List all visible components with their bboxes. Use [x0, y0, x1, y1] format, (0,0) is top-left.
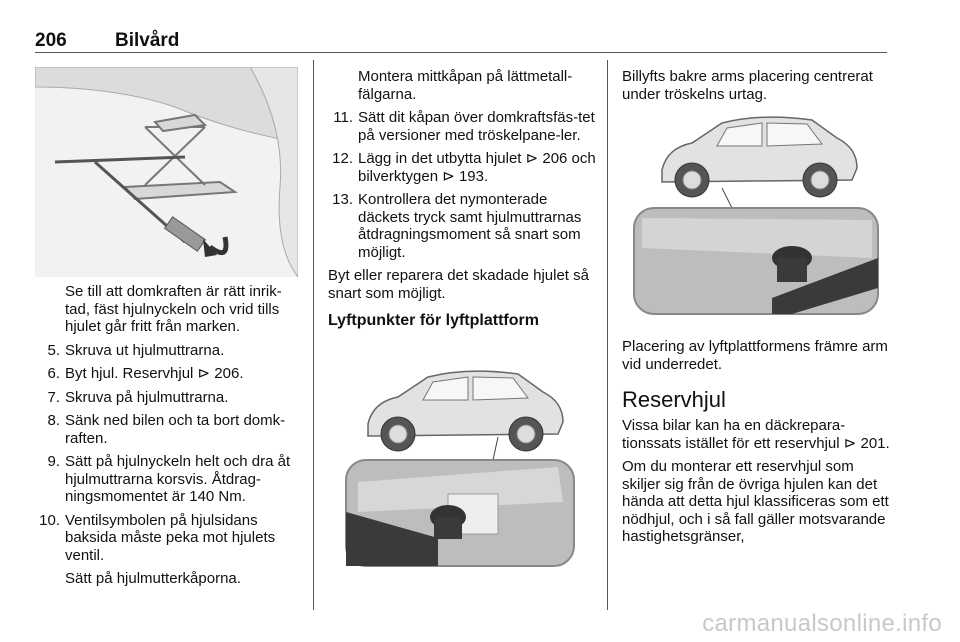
- list-item: 10. Ventilsymbolen på hjulsidans baksida måste peka mot hjulets ventil.: [39, 511, 276, 564]
- page-header: [35, 30, 887, 52]
- paragraph-replace-tyre: Byt eller reparera det skadade hjulet så snart som möjligt.: [328, 267, 589, 302]
- column-3: [622, 68, 890, 109]
- car-lift-illustration: [328, 362, 591, 572]
- column-divider-2: [607, 60, 608, 610]
- list-item: 6. Byt hjul. Reservhjul ⊳ 206.: [47, 365, 244, 382]
- page-number: 206: [35, 30, 67, 51]
- header-rule: [35, 52, 887, 53]
- list-item: 11. Sätt dit kåpan över domkraftsfäs-tet på versioner med tröskelpane-ler.: [333, 109, 595, 144]
- jack-illustration: [35, 67, 298, 277]
- car-side-view: [662, 117, 857, 197]
- paragraph-center-cap: Montera mittkåpan på lättmetall-fälgarna.: [358, 68, 573, 103]
- subheading-lift-points: Lyftpunkter för lyftplattform: [328, 312, 539, 329]
- paragraph-front-arm: Placering av lyftplattformens främre arm vid underredet.: [622, 338, 888, 373]
- lift-point-figure-1: [328, 362, 591, 572]
- lift-point-figure-2: [622, 108, 885, 318]
- heading-spare-wheel: Reservhjul: [622, 387, 726, 412]
- paragraph-emergency-wheel: Om du monterar ett reservhjul som skiljer sig från de övriga hjulen kan det hända att detta hjul klassificeras som ett nödhjul, och i så fall gäller motsvarande hastighetsgränser,: [622, 458, 889, 545]
- column-2: [328, 68, 596, 338]
- column-divider-1: [313, 60, 314, 610]
- list-item: 8. Sänk ned bilen och ta bort domk-raften.: [47, 412, 286, 447]
- list-item: 5. Skruva ut hjulmuttrarna.: [47, 341, 225, 359]
- car-lift-illustration: [622, 108, 885, 318]
- watermark: carmanualsonline.info: [702, 610, 942, 637]
- paragraph-hubcaps: Sätt på hjulmutterkåporna.: [65, 570, 241, 587]
- list-item: 13. Kontrollera det nymonterade däckets tryck samt hjulmuttrarnas åtdragningsmoment så snart som möjligt.: [332, 191, 582, 261]
- section-title: Bilvård: [115, 30, 180, 51]
- paragraph-repair-kit: Vissa bilar kan ha en däckrepara-tionssats istället för ett reservhjul ⊳ 201.: [622, 417, 890, 452]
- column-3-lower: [622, 338, 890, 552]
- paragraph-jack-instruction: Se till att domkraften är rätt inrik-tad, fäst hjulnyckeln och vrid tills hjulet går fritt från marken.: [65, 283, 282, 335]
- jack-figure: [35, 67, 298, 277]
- paragraph-rear-arm: Billyfts bakre arms placering centrerat under tröskelns urtag.: [622, 68, 873, 103]
- column-1: [35, 283, 303, 594]
- car-side-view: [368, 371, 563, 451]
- list-item: 12. Lägg in det utbytta hjulet ⊳ 206 och bilverktygen ⊳ 193.: [332, 150, 596, 185]
- list-item: 7. Skruva på hjulmuttrarna.: [47, 388, 229, 406]
- list-item: 9. Sätt på hjulnyckeln helt och dra åt hjulmuttrarna korsvis. Åtdrag-ningsmomentet är 140 Nm.: [47, 453, 291, 505]
